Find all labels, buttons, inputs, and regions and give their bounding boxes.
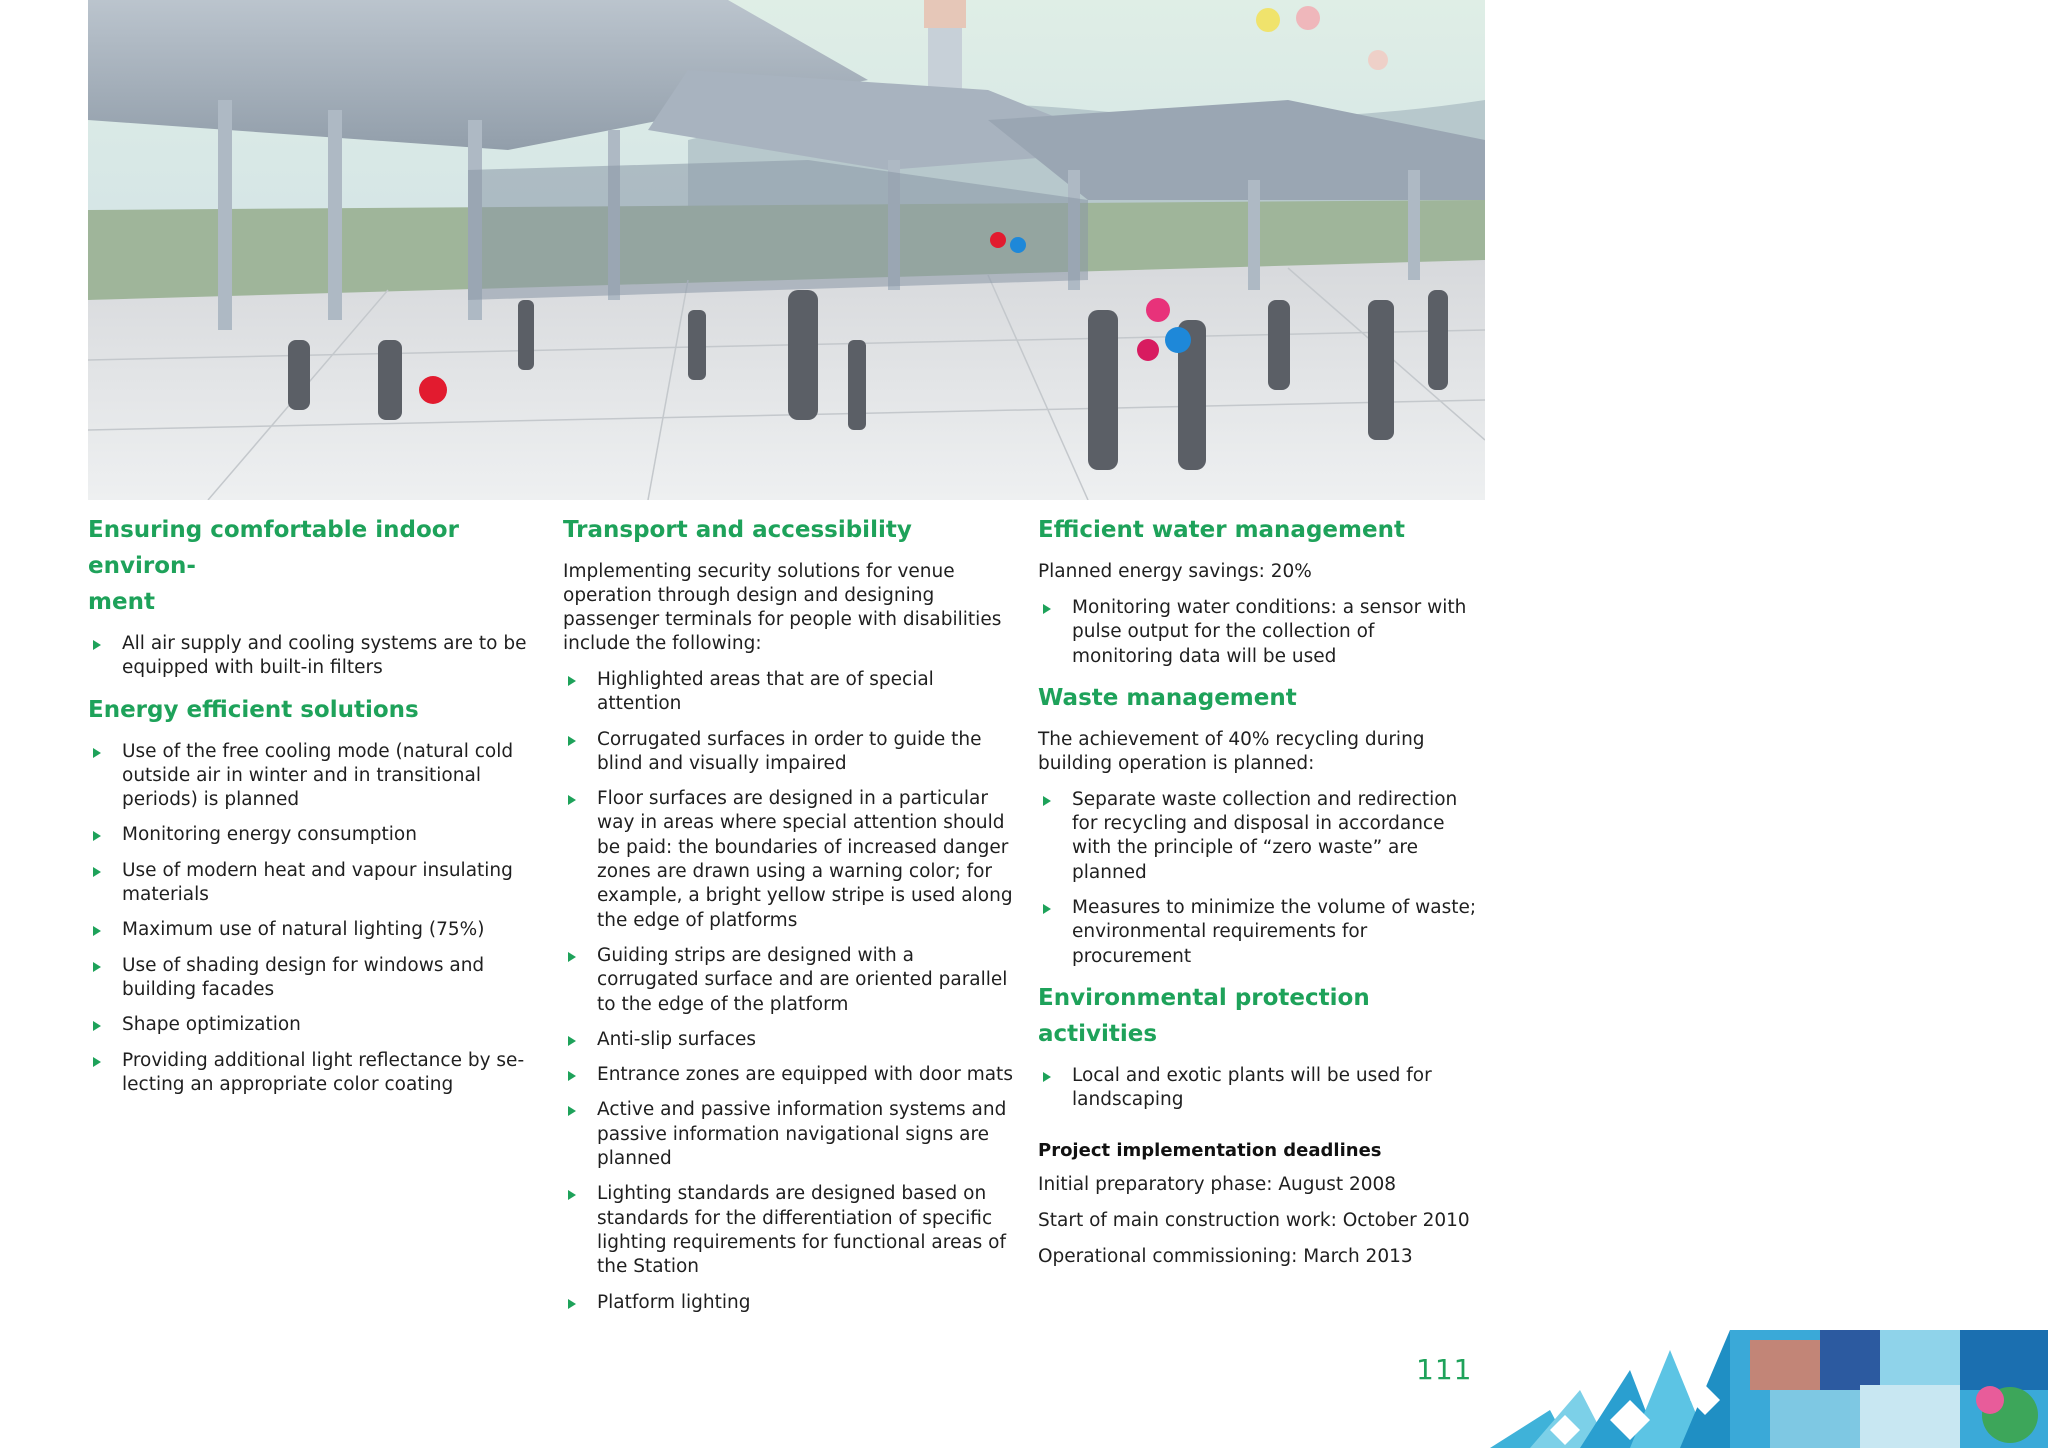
bullet-triangle-icon bbox=[93, 926, 101, 936]
energy-list bbox=[88, 740, 528, 1098]
decorative-pattern bbox=[1490, 1330, 2048, 1448]
bullet-triangle-icon bbox=[568, 1071, 576, 1081]
list-item: Corrugated surfaces in order to guide the blind and visually impaired bbox=[563, 728, 1018, 777]
heading-indoor-line1: Ensuring comfortable indoor environ- bbox=[88, 517, 459, 579]
page-number: 111 bbox=[1416, 1353, 1473, 1386]
heading-transport-accessibility: Transport and accessibility bbox=[563, 517, 912, 543]
deadline-item: Start of main construction work: October 2010 bbox=[1038, 1209, 1470, 1231]
list-item: Monitoring energy consumption bbox=[88, 823, 528, 847]
list-item: Use of the free cooling mode (natural cold outside air in winter and in transitional periods) is planned bbox=[88, 740, 528, 813]
heading-environmental-protection: Environmental protection activities bbox=[1038, 984, 1370, 1047]
bullet-triangle-icon bbox=[568, 1106, 576, 1116]
stadium-concourse-photo bbox=[88, 0, 1485, 500]
list-item: Local and exotic plants will be used for landscaping bbox=[1038, 1064, 1478, 1113]
heading-indoor-line2: ment bbox=[88, 589, 155, 615]
list-item: Monitoring water conditions: a sensor with pulse output for the collection of monitoring data will be used bbox=[1038, 596, 1478, 669]
column-right bbox=[1038, 512, 1478, 1281]
list-item: Floor surfaces are designed in a particular way in areas where special attention should be paid: the boundaries of increased danger zones are drawn using a warning color; for example, a bright yellow stripe is used along the edge of platforms bbox=[563, 787, 1018, 933]
list-item: Anti-slip surfaces bbox=[563, 1028, 1018, 1052]
waste-list bbox=[1038, 788, 1478, 969]
patchwork-pattern-icon bbox=[1490, 1330, 2048, 1448]
list-item: Entrance zones are equipped with door mats bbox=[563, 1063, 1018, 1087]
list-item: Use of shading design for windows and building facades bbox=[88, 954, 528, 1003]
bullet-triangle-icon bbox=[568, 1036, 576, 1046]
list-item: Platform lighting bbox=[563, 1291, 1018, 1315]
heading-water-management: Efficient water management bbox=[1038, 517, 1405, 543]
list-item: Guiding strips are designed with a corrugated surface and are oriented parallel to the edge of the platform bbox=[563, 944, 1018, 1017]
bullet-triangle-icon bbox=[93, 1057, 101, 1067]
bullet-triangle-icon bbox=[93, 962, 101, 972]
environment-list bbox=[1038, 1064, 1478, 1113]
bullet-triangle-icon bbox=[93, 1021, 101, 1031]
hero-image bbox=[88, 0, 1485, 500]
column-left bbox=[88, 512, 528, 1108]
list-item: Lighting standards are designed based on standards for the differentiation of specific lighting requirements for functional areas of the Station bbox=[563, 1182, 1018, 1279]
bullet-triangle-icon bbox=[93, 867, 101, 877]
deadlines-title: Project implementation deadlines bbox=[1038, 1139, 1382, 1161]
bullet-triangle-icon bbox=[93, 748, 101, 758]
bullet-triangle-icon bbox=[568, 676, 576, 686]
list-item: All air supply and cooling systems are to be equipped with built-in filters bbox=[88, 632, 528, 681]
bullet-triangle-icon bbox=[568, 795, 576, 805]
transport-intro: Implementing security solutions for venue operation through design and designing passenger terminals for people with disabilities include the following: bbox=[563, 561, 1002, 654]
bullet-triangle-icon bbox=[568, 1190, 576, 1200]
bullet-triangle-icon bbox=[93, 831, 101, 841]
list-item: Providing additional light reflectance by selecting an appropriate color coating bbox=[88, 1049, 528, 1098]
list-item: Measures to minimize the volume of waste; environmental requirements for procurement bbox=[1038, 896, 1478, 969]
heading-waste-management: Waste management bbox=[1038, 684, 1297, 711]
bullet-triangle-icon bbox=[1043, 904, 1051, 914]
list-item: Highlighted areas that are of special attention bbox=[563, 668, 1018, 717]
bullet-triangle-icon bbox=[568, 952, 576, 962]
bullet-triangle-icon bbox=[568, 1299, 576, 1309]
list-item: Separate waste collection and redirection for recycling and disposal in accordance with the principle of “zero waste” are planned bbox=[1038, 788, 1478, 885]
water-list bbox=[1038, 596, 1478, 669]
list-item: Shape optimization bbox=[88, 1013, 528, 1037]
waste-intro: The achievement of 40% recycling during building operation is planned: bbox=[1038, 728, 1425, 774]
bullet-triangle-icon bbox=[1043, 604, 1051, 614]
deadline-item: Initial preparatory phase: August 2008 bbox=[1038, 1173, 1397, 1195]
heading-energy-efficient: Energy efficient solutions bbox=[88, 696, 419, 723]
bullet-triangle-icon bbox=[568, 736, 576, 746]
list-item: Active and passive information systems and passive information navigational signs are planned bbox=[563, 1098, 1018, 1171]
list-item: Use of modern heat and vapour insulating materials bbox=[88, 859, 528, 908]
deadline-item: Operational commissioning: March 2013 bbox=[1038, 1245, 1413, 1267]
indoor-list bbox=[88, 632, 528, 681]
heading-indoor-environment bbox=[88, 512, 528, 620]
water-intro: Planned energy savings: 20% bbox=[1038, 561, 1312, 582]
bullet-triangle-icon bbox=[1043, 796, 1051, 806]
list-item: Maximum use of natural lighting (75%) bbox=[88, 918, 528, 942]
bullet-triangle-icon bbox=[1043, 1072, 1051, 1082]
transport-list bbox=[563, 668, 1018, 1315]
column-middle bbox=[563, 512, 1018, 1326]
bullet-triangle-icon bbox=[93, 640, 101, 650]
